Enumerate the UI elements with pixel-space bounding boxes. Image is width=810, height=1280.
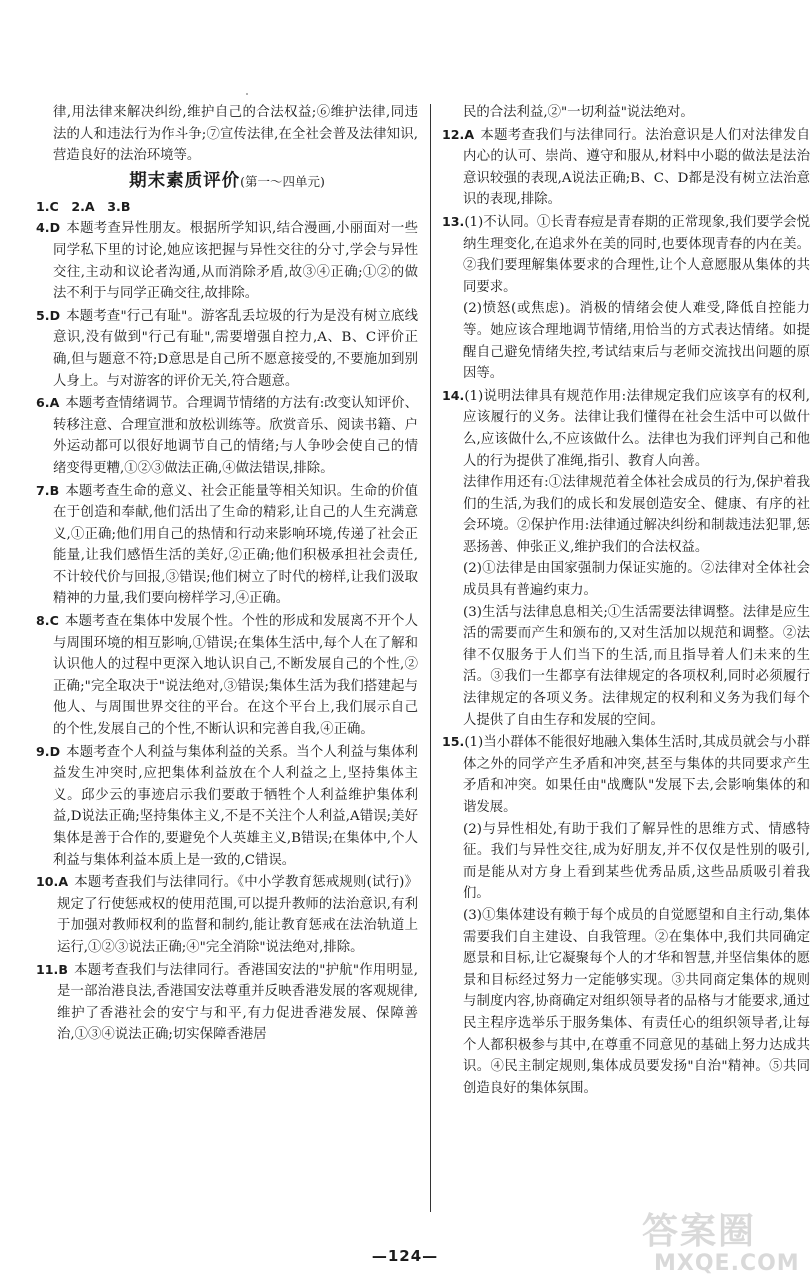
answer-letter: C xyxy=(49,613,59,629)
column-divider xyxy=(430,104,431,1212)
question-number: 5. xyxy=(36,307,50,323)
question-number: 6. xyxy=(36,395,50,411)
answer-15-part-1 xyxy=(442,731,810,818)
answers-1-3: 1.C 2.A 3.B xyxy=(36,198,131,214)
answer-explanation: 本题考查我们与法律同行。法治意识是人们对法律发自内心的认可、崇尚、遵守和服从,材料中小聪的做法是法治意识较强的表现,A说法正确;B、C、D都是没有树立法治意识的表现,排除。 xyxy=(463,127,810,208)
section-title-sub: (第一～四单元) xyxy=(240,173,325,189)
answer-8 xyxy=(36,610,418,741)
answer-explanation: 本题考查情绪调节。合理调节情绪的方法有:改变认知评价、转移注意、合理宣泄和放松训练等。欣赏音乐、阅读书籍、户外运动都可以很好地调节自己的情绪;与人争吵会使自己的情绪变得更糟,①②③做法正确,④做法错误,排除。 xyxy=(53,396,418,476)
answer-letter: A xyxy=(464,126,475,142)
left-column xyxy=(36,102,418,1046)
answer-explanation: 本题考查异性朋友。根据所学知识,结合漫画,小丽面对一些同学私下里的讨论,她应该把握与异性交往的分寸,学会与异性交往,主动和议论者沟通,从而消除矛盾,故③④正确;①②的做法不利于与同学正确交往,故排除。 xyxy=(53,221,418,302)
scan-speck xyxy=(246,93,248,95)
section-title-main: 期末素质评价 xyxy=(129,170,241,191)
answer-explanation: 本题考查我们与法律同行。香港国安法的"护航"作用明显,是一部治港良法,香港国安法尊重并反映香港发展的客观规律,维护了香港社会的安宁与和平,有力促进香港发展、保障善治,①③④说法正确;切实保障香港居 xyxy=(57,962,418,1043)
answer-explanation: (1)说明法律具有规范作用:法律规定我们应该享有的权利,应该履行的义务。法律让我们懂得在社会生活中可以做什么,应该做什么,不应该做什么。法律也为我们评判自己和他人的行为提供了准绳,指引、教育人向善。 xyxy=(463,388,810,469)
answer-explanation: 本题考查在集体中发展个性。个性的形成和发展离不开个人与周围环境的相互影响,①错误;在集体生活中,每个人在了解和认识他人的过程中更深入地认识自己,不断发展自己的个性,②正确;"完全取决于"说法绝对,③错误;集体生活为我们搭建起与他人、与周围世界交往的平台。在这个平台上,我们展示自己的个性,发展自己的个性,不断认识和完善自我,④正确。 xyxy=(53,614,418,738)
answer-letter: B xyxy=(49,482,60,498)
question-number: 8. xyxy=(36,613,50,629)
answer-5 xyxy=(36,305,418,392)
watermark-logo xyxy=(638,1212,808,1278)
answer-letter: B xyxy=(58,961,68,977)
answer-letter: A xyxy=(58,874,69,890)
right-column xyxy=(442,102,810,1099)
answer-9 xyxy=(36,741,418,872)
question-number: 7. xyxy=(36,482,50,498)
answer-explanation: 本题考查"行己有耻"。游客乱丢垃圾的行为是没有树立底线意识,没有做到"行己有耻",需要增强自控力,A、B、C评价正确,但与题意不符;D意思是自己所不愿意接受的,不要施加到别人身上。与对游客的评价无关,符合题意。 xyxy=(53,308,418,389)
section-title xyxy=(36,169,418,195)
question-number: 10. xyxy=(36,874,59,890)
answer-letter: D xyxy=(49,307,61,323)
question-number: 4. xyxy=(36,220,50,236)
answer-6 xyxy=(36,392,418,479)
answer-explanation: 本题考查生命的意义、社会正能量等相关知识。生命的价值在于创造和奉献,他们活出了生命的精彩,让自己的人生充满意义,①正确;他们用自己的热情和行动来影响环境,传递了社会正能量,让我们感悟生活的美好,②正确;他们积极承担社会责任,不计较代价与回报,③错误;他们树立了时代的榜样,让我们汲取精神的力量,我们要向榜样学习,④正确。 xyxy=(53,483,418,607)
question-number: 14. xyxy=(442,387,465,403)
watermark-text-cn: 答案圈 xyxy=(642,1211,757,1252)
answer-13-part-2: (2)愤怒(或焦虑)。消极的情绪会使人难受,降低自控能力等。她应该合理地调节情绪,用恰当的方式表达情绪。如提醒自己避免情绪失控,考试结束后与老师交流找出问题的原因等。 xyxy=(463,301,810,382)
answer-14-part-4: (3)生活与法律息息相关;①生活需要法律调整。法律是应生活的需要而产生和颁布的,又对生活加以规范和调整。②法律不仅服务于人们当下的生活,而且指导着人们未来的生活。③我们一生都享有法律规定的各项权利,同时必须履行法律规定的各项义务。法律规定的权利和义务为我们每个人提供了自由生存和发展的空间。 xyxy=(463,604,810,728)
question-number: 13. xyxy=(442,213,465,229)
answer-11-continuation: 民的合法利益,②"一切利益"说法绝对。 xyxy=(463,105,694,120)
question-number: 9. xyxy=(36,743,50,759)
watermark-text-en: MXQE.COM xyxy=(654,1251,800,1276)
answer-14-part-1 xyxy=(442,385,810,472)
answer-letter: A xyxy=(49,395,60,411)
answer-letter: D xyxy=(49,220,61,236)
question-number: 12. xyxy=(442,126,465,142)
answer-15-part-3: (3)①集体建设有赖于每个成员的自觉愿望和自主行动,集体需要我们自主建设、自我管理。②在集体中,我们共同确定愿景和目标,让它凝聚每个人的才华和智慧,并坚信集体的愿景和目标经过努力一定能够实现。③共同商定集体的规则与制度内容,协商确定对组织领导者的品格与才能要求,通过民主程序选举乐于服务集体、有责任心的组织领导者,让每个人都积极参与其中,在尊重不同意见的基础上努力达成共识。④民主制定规则,集体成员要发扬"自治"精神。⑤共同创造良好的集体氛围。 xyxy=(463,907,810,1096)
answer-explanation: (1)当小群体不能很好地融入集体生活时,其成员就会与小群体之外的同学产生矛盾和冲突,甚至与集体的共同要求产生矛盾和冲突。如果任由"战鹰队"发展下去,会影响集体的和谐发展。 xyxy=(463,735,810,815)
answer-13-part-1 xyxy=(442,211,810,298)
page-number: —124— xyxy=(371,1247,439,1265)
answer-15-part-2: (2)与异性相处,有助于我们了解异性的思维方式、情感特征。我们与异性交往,成为好朋友,并不仅仅是性别的吸引,而是能从对方身上看到某些优秀品质,这些品质吸引着我们。 xyxy=(463,821,810,902)
answer-explanation: (1)不认同。①长青春痘是青春期的正常现象,我们要学会悦纳生理变化,在追求外在美的同时,也要体现青春的内在美。②我们要理解集体要求的合理性,让个人意愿服从集体的共同要求。 xyxy=(463,214,810,295)
question-number: 15. xyxy=(442,734,465,750)
answer-11 xyxy=(36,959,418,1046)
answer-12 xyxy=(442,124,810,211)
intro-continuation: 律,用法律来解决纠纷,维护自己的合法权益;⑥维护法律,同违法的人和违法行为作斗争;⑦宣传法律,在全社会普及法律知识,营造良好的法治环境等。 xyxy=(53,105,418,164)
answer-explanation: 本题考查个人利益与集体利益的关系。当个人利益与集体利益发生冲突时,应把集体利益放在个人利益之上,坚持集体主义。邱少云的事迹启示我们要敢于牺牲个人利益维护集体利益,D说法正确;坚持集体主义,不是不关注个人利益,A错误;美好集体是善于合作的,要避免个人英雄主义,B错误;在集体中,个人利益与集体利益本质上是一致的,C错误。 xyxy=(53,744,418,868)
answer-explanation: 本题考查我们与法律同行。《中小学教育惩戒规则(试行)》规定了行使惩戒权的使用范围,可以提升教师的法治意识,有利于加强对教师权利的监督和制约,能让教育惩戒在法治轨道上运行,①②③说法正确;④"完全消除"说法绝对,排除。 xyxy=(57,875,418,955)
question-number: 11. xyxy=(36,961,59,977)
answer-10 xyxy=(36,871,418,958)
answer-letter: D xyxy=(49,743,61,759)
answer-14-part-2: 法律作用还有:①法律规范着全体社会成员的行为,保护着我们的生活,为我们的成长和发展创造安全、健康、有序的社会环境。②保护作用:法律通过解决纠纷和制裁违法犯罪,惩恶扬善、伸张正义,维护我们的合法权益。 xyxy=(463,475,810,555)
answer-14-part-3: (2)①法律是由国家强制力保证实施的。②法律对全体社会成员具有普遍约束力。 xyxy=(463,561,810,599)
answer-7 xyxy=(36,480,418,611)
answer-4 xyxy=(36,217,418,304)
